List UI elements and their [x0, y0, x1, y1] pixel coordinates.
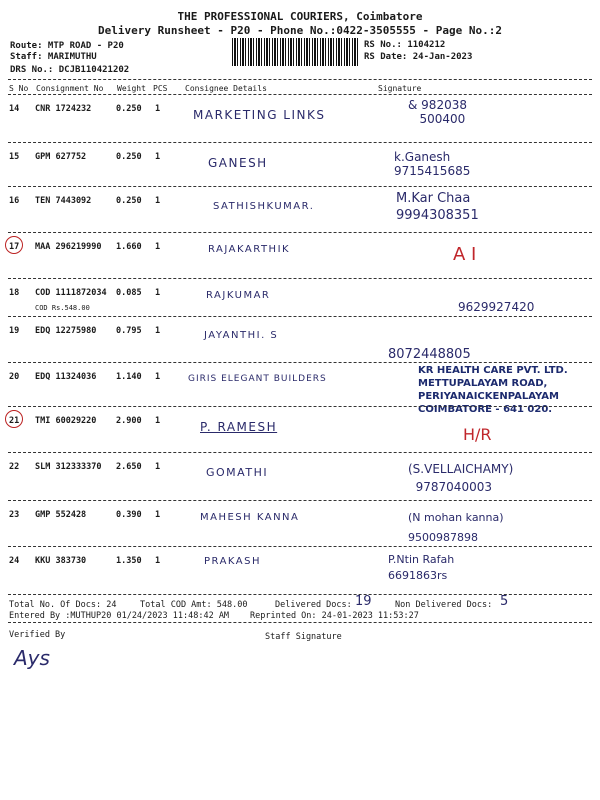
delivered-docs-label: Delivered Docs:	[275, 600, 352, 610]
divider	[8, 500, 592, 501]
cod-amount: COD Rs.548.00	[35, 304, 90, 312]
weight: 0.250	[116, 152, 142, 162]
signature: (S.VELLAICHAMY) 9787040003	[408, 462, 514, 494]
signature: 8072448805	[388, 347, 471, 362]
consignment-no: TMI 60029220	[35, 416, 97, 426]
table-row	[8, 96, 592, 144]
rs-date: RS Date: 24-Jan-2023	[364, 52, 473, 62]
table-row	[8, 144, 592, 192]
consignment-no: EDQ 11324036	[35, 372, 97, 382]
row-sno: 24	[9, 556, 20, 566]
table-row	[8, 548, 592, 596]
row-sno: 22	[9, 462, 20, 472]
consignment-no: COD 1111872034	[35, 288, 107, 298]
weight: 0.390	[116, 510, 142, 520]
pcs: 1	[155, 242, 161, 252]
col-sno: S No	[9, 84, 29, 93]
divider	[8, 278, 592, 279]
runsheet-subtitle: Delivery Runsheet - P20 - Phone No.:0422-3505555 - Page No.:2	[98, 24, 502, 37]
non-delivered-docs-value: 5	[500, 594, 509, 609]
pcs: 1	[155, 416, 161, 426]
weight: 1.660	[116, 242, 142, 252]
divider	[8, 94, 592, 95]
consignee-name: GOMATHI	[206, 466, 269, 479]
pcs: 1	[155, 104, 161, 114]
col-weight: Weight	[117, 84, 146, 93]
table-row	[8, 188, 592, 236]
verified-by-label: Verified By	[9, 630, 66, 640]
divider	[8, 546, 592, 547]
table-row	[8, 234, 592, 282]
staff-signature-label: Staff Signature	[265, 632, 342, 642]
consignment-no: KKU 383730	[35, 556, 87, 566]
pcs: 1	[155, 510, 161, 520]
non-delivered-docs-label: Non Delivered Docs:	[395, 600, 493, 610]
consignee-name: JAYANTHI. S	[204, 330, 279, 341]
document-title: THE PROFESSIONAL COURIERS, Coimbatore	[177, 10, 423, 23]
table-row	[8, 454, 592, 502]
signature: M.Kar Chaa 9994308351	[396, 191, 479, 223]
divider	[8, 79, 592, 80]
divider	[8, 452, 592, 453]
row-sno: 19	[9, 326, 20, 336]
reprinted-on: Reprinted On: 24-01-2023 11:53:27	[250, 611, 419, 621]
total-docs: Total No. Of Docs: 24	[9, 600, 117, 610]
divider	[8, 406, 592, 407]
consignee-name: RAJAKARTHIK	[208, 244, 291, 255]
consignee-name: RAJKUMAR	[206, 290, 271, 301]
weight: 2.900	[116, 416, 142, 426]
row-sno: 21	[9, 416, 20, 426]
consignment-no: SLM 312333370	[35, 462, 102, 472]
pcs: 1	[155, 288, 161, 298]
signature: A I	[453, 244, 477, 265]
entered-by: Entered By :MUTHUP20 01/24/2023 11:48:42 AM	[9, 611, 230, 621]
pcs: 1	[155, 326, 161, 336]
consignment-no: MAA 296219990	[35, 242, 102, 252]
row-sno: 20	[9, 372, 20, 382]
consignment-no: CNR 1724232	[35, 104, 92, 114]
barcode	[232, 38, 358, 66]
col-pcs: PCS	[153, 84, 168, 93]
consignment-no: GPM 627752	[35, 152, 87, 162]
company-stamp: KR HEALTH CARE PVT. LTD. METTUPALAYAM ROAD, PERIYANAICKENPALAYAM COIMBATORE - 641 020.	[418, 365, 568, 415]
divider	[8, 316, 592, 317]
weight: 1.350	[116, 556, 142, 566]
row-sno: 23	[9, 510, 20, 520]
weight: 0.250	[116, 104, 142, 114]
consignee-name: P. RAMESH	[200, 420, 278, 434]
signature: 9629927420	[458, 300, 535, 314]
consignee-name: SATHISHKUMAR.	[213, 201, 315, 212]
weight: 2.650	[116, 462, 142, 472]
pcs: 1	[155, 196, 161, 206]
pcs: 1	[155, 152, 161, 162]
consignee-name: MAHESH KANNA	[200, 512, 300, 523]
table-row	[8, 502, 592, 550]
weight: 0.795	[116, 326, 142, 336]
consignee-name: GIRIS ELEGANT BUILDERS	[188, 374, 327, 384]
table-row	[8, 318, 592, 366]
weight: 0.085	[116, 288, 142, 298]
row-sno: 17	[9, 242, 20, 252]
row-sno: 15	[9, 152, 20, 162]
verifier-signature: Ays	[14, 646, 50, 670]
signature: k.Ganesh 9715415685	[394, 150, 471, 178]
divider	[8, 622, 592, 623]
drs-number: DRS No.: DCJB110421202	[10, 65, 130, 75]
divider	[8, 232, 592, 233]
col-signature: Signature	[378, 84, 422, 93]
table-row	[8, 408, 592, 456]
pcs: 1	[155, 372, 161, 382]
divider	[8, 362, 592, 363]
divider	[8, 142, 592, 143]
signature: (N mohan kanna) 9500987898	[408, 511, 504, 544]
pcs: 1	[155, 556, 161, 566]
weight: 1.140	[116, 372, 142, 382]
col-consignment: Consignment No	[36, 84, 104, 93]
consignment-no: TEN 7443092	[35, 196, 92, 206]
pcs: 1	[155, 462, 161, 472]
consignee-name: GANESH	[208, 156, 268, 170]
consignee-name: MARKETING LINKS	[193, 108, 326, 122]
consignment-no: EDQ 12275980	[35, 326, 97, 336]
row-sno: 14	[9, 104, 20, 114]
total-cod: Total COD Amt: 548.00	[140, 600, 248, 610]
signature: H/R	[463, 425, 492, 444]
consignment-no: GMP 552428	[35, 510, 87, 520]
signature: P.Ntin Rafah 6691863rs	[388, 553, 455, 582]
weight: 0.250	[116, 196, 142, 206]
route-label: Route: MTP ROAD - P20	[10, 41, 124, 51]
staff-label: Staff: MARIMUTHU	[10, 52, 97, 62]
rs-number: RS No.: 1104212	[364, 40, 446, 50]
row-sno: 16	[9, 196, 20, 206]
delivered-docs-value: 19	[355, 594, 372, 609]
divider	[8, 186, 592, 187]
signature: & 982038 500400	[408, 98, 467, 126]
col-consignee: Consignee Details	[185, 84, 267, 93]
row-sno: 18	[9, 288, 20, 298]
consignee-name: PRAKASH	[204, 556, 262, 567]
